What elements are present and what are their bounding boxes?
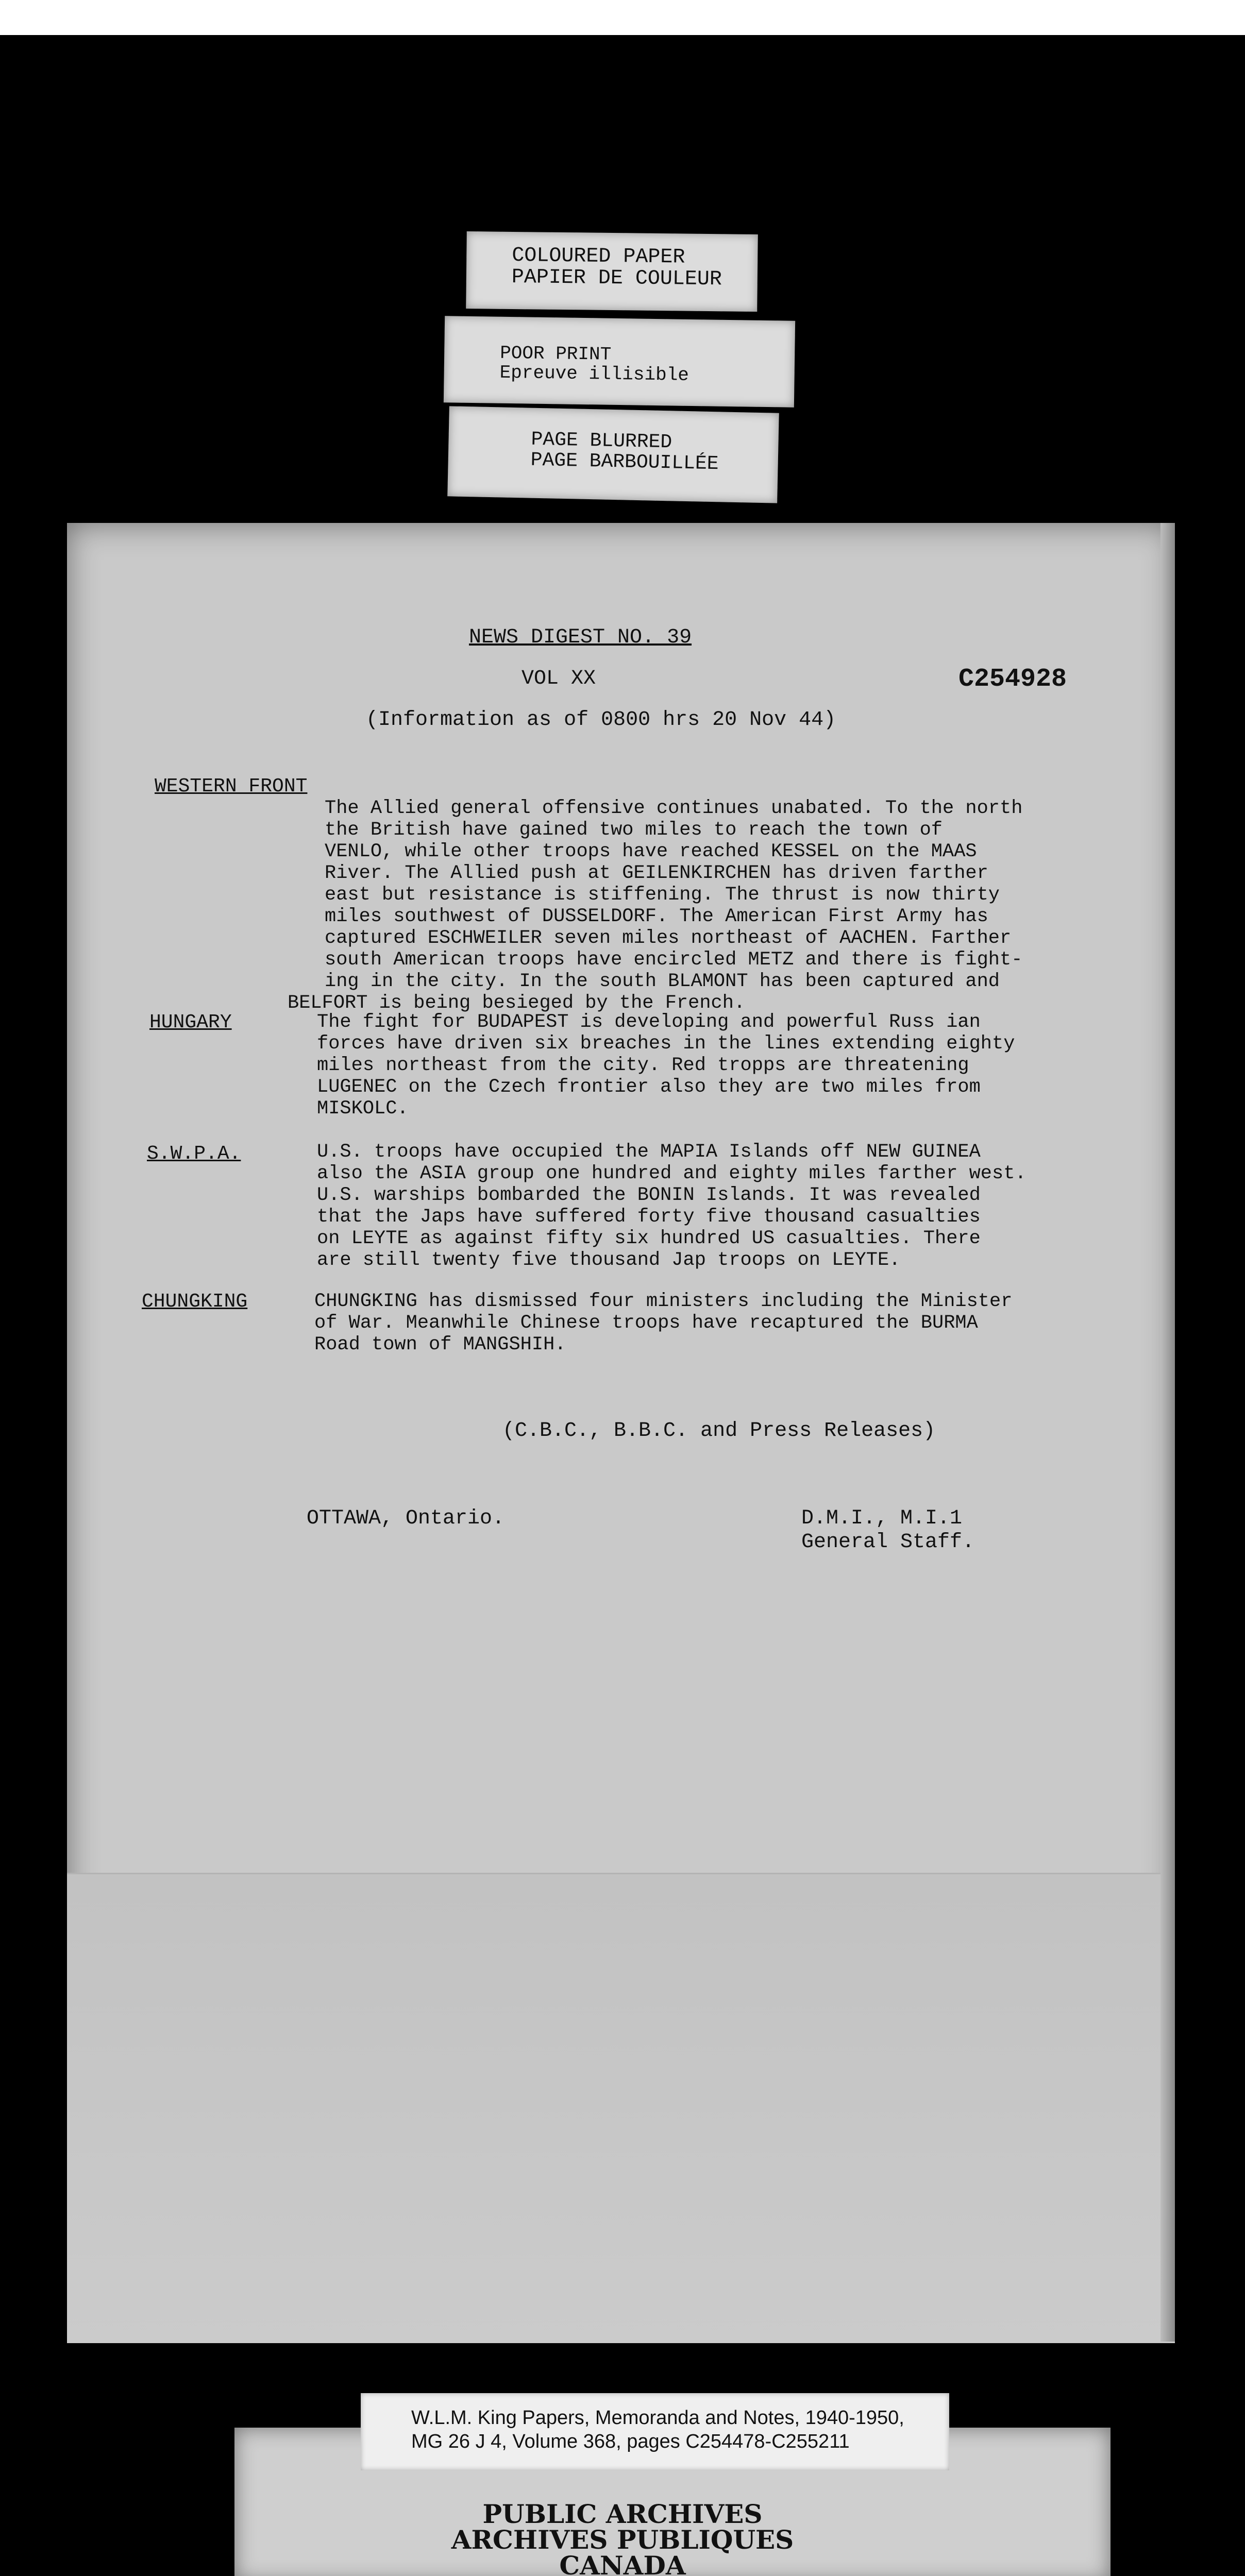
text-line: south American troops have encircled METZ and there is fight- — [325, 949, 1023, 971]
document-number: C254928 — [958, 665, 1067, 694]
section-heading-western-front: WESTERN FRONT — [155, 775, 308, 798]
text-line: The fight for BUDAPEST is developing and powerful Russ ian — [317, 1011, 981, 1033]
archive-stamp-line: ARCHIVES PUBLIQUES — [451, 2524, 794, 2555]
page-blurred-label-fr: PAGE BARBOUILLÉE — [530, 449, 719, 476]
text-line: that the Japs have suffered forty five thousand casualties — [317, 1206, 981, 1228]
top-border — [0, 0, 1245, 35]
text-line: U.S. warships bombarded the BONIN Islands. It was revealed — [317, 1184, 981, 1206]
text-line: River. The Allied push at GEILENKIRCHEN has driven farther — [325, 862, 988, 884]
section-body-western-front — [288, 798, 1023, 1014]
caption-line: W.L.M. King Papers, Memoranda and Notes, 1940-1950, — [411, 2407, 904, 2429]
poor-print-label-fr: Epreuve illisible — [499, 362, 689, 386]
text-line: Road town of MANGSHIH. — [314, 1334, 566, 1355]
city-line: OTTAWA, Ontario. — [307, 1507, 505, 1530]
section-heading-chungking: CHUNGKING — [142, 1291, 248, 1313]
poor-print-label-en: POOR PRINT — [499, 342, 612, 365]
poor-print-label — [444, 316, 795, 407]
signature-line: D.M.I., M.I.1 — [801, 1507, 963, 1530]
archive-stamp — [0, 2501, 1245, 2576]
text-line: CHUNGKING has dismissed four ministers including the Minister — [314, 1291, 1013, 1312]
text-line: MISKOLC. — [317, 1098, 409, 1120]
text-line: miles northeast from the city. Red tropps are threatening — [317, 1055, 969, 1076]
info-line: (Information as of 0800 hrs 20 Nov 44) — [366, 708, 836, 732]
text-line: forces have driven six breaches in the lines extending eighty — [317, 1033, 1015, 1055]
page-fold-shade — [67, 1873, 1175, 2343]
text-line: VENLO, while other troops have reached KESSEL on the MAAS — [325, 841, 977, 862]
page-blurred-label-en: PAGE BLURRED — [531, 428, 672, 454]
archive-stamp-line: PUBLIC ARCHIVES — [482, 2499, 763, 2529]
coloured-paper-label-en: COLOURED PAPER — [512, 244, 685, 269]
text-line: The Allied general offensive continues unabated. To the north — [325, 798, 1023, 819]
section-body-swpa — [317, 1141, 1027, 1271]
text-line: are still twenty five thousand Jap troops on LEYTE. — [317, 1249, 901, 1271]
text-line: of War. Meanwhile Chinese troops have recaptured the BURMA — [314, 1312, 978, 1334]
sources-line: (C.B.C., B.B.C. and Press Releases) — [502, 1419, 936, 1443]
text-line: captured ESCHWEILER seven miles northeast of AACHEN. Farther — [325, 927, 1012, 949]
signature-line: General Staff. — [801, 1531, 975, 1554]
text-line: on LEYTE as against fifty six hundred US casualties. There — [317, 1228, 981, 1249]
text-line: east but resistance is stiffening. The thrust is now thirty — [325, 884, 1000, 906]
page-edge — [1160, 523, 1175, 2342]
text-line: also the ASIA group one hundred and eighty miles farther west. — [317, 1163, 1027, 1184]
archive-stamp-line: CANADA — [559, 2550, 686, 2576]
section-body-hungary — [317, 1011, 1015, 1120]
section-heading-swpa: S.W.P.A. — [147, 1143, 241, 1165]
page-blurred-label — [447, 406, 779, 503]
text-line: U.S. troops have occupied the MAPIA Islands off NEW GUINEA — [317, 1141, 981, 1163]
text-line: BELFORT is being besieged by the French. — [288, 992, 746, 1014]
text-line: miles southwest of DUSSELDORF. The American First Army has — [325, 906, 988, 927]
text-line: the British have gained two miles to reach the town of — [325, 819, 943, 841]
text-line: LUGENEC on the Czech frontier also they are two miles from — [317, 1076, 981, 1098]
collection-caption — [361, 2393, 949, 2470]
coloured-paper-label — [466, 231, 758, 312]
caption-line: MG 26 J 4, Volume 368, pages C254478-C255211 — [411, 2431, 850, 2452]
section-body-chungking — [314, 1291, 1012, 1355]
volume-label: VOL XX — [521, 667, 596, 690]
document-title: NEWS DIGEST NO. 39 — [469, 626, 692, 649]
coloured-paper-label-fr: PAPIER DE COULEUR — [511, 265, 722, 292]
signature-block — [801, 1507, 974, 1554]
text-line: ing in the city. In the south BLAMONT has been captured and — [325, 971, 1000, 992]
section-heading-hungary: HUNGARY — [149, 1011, 232, 1033]
